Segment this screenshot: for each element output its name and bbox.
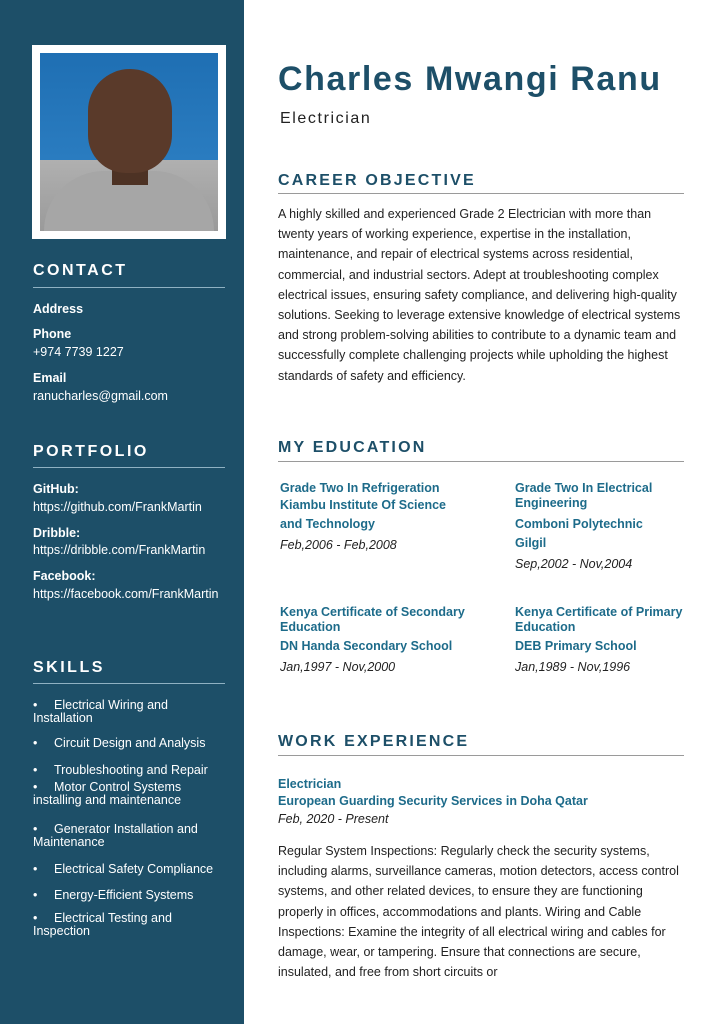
skill-item: • Motor Control Systems installing and maintenance	[33, 780, 182, 807]
job-description: Regular System Inspections: Regularly check the security systems, including alarms, surveillance cameras, motion detectors, access control systems, and other related devices, to ensure they are functioning properly in offices, accommodations and plants. Wiring and Cable Inspections: Examine the integrity of all electrical wiring and cables for damage, wear, or tampering. Ensure that connections are secure, insulated, and free from short circuits or	[278, 844, 679, 980]
education-entry	[280, 605, 485, 677]
skill-item: • Energy-Efficient Systems	[33, 888, 194, 902]
portfolio-label-facebook: Facebook:	[33, 569, 96, 583]
portfolio-label-dribble: Dribble:	[33, 526, 81, 540]
education-dates: Sep,2002 - Nov,2004	[515, 557, 633, 571]
skill-item: • Electrical Safety Compliance	[33, 862, 214, 876]
education-dates: Jan,1997 - Nov,2000	[280, 660, 396, 674]
skill-item: • Troubleshooting and Repair	[33, 763, 208, 777]
portfolio-link-dribble[interactable]: https://dribble.com/FrankMartin	[33, 543, 206, 557]
portfolio-link-github[interactable]: https://github.com/FrankMartin	[33, 500, 202, 514]
address-label: Address	[33, 302, 84, 316]
portfolio-heading: PORTFOLIO	[33, 443, 149, 460]
candidate-role: Electrician	[280, 110, 372, 127]
education-heading: MY EDUCATION	[278, 439, 427, 456]
profile-photo-frame	[32, 45, 226, 239]
career-objective-text: A highly skilled and experienced Grade 2 Electrician with more than twenty years of working experience, expertise in the installation, maintenance, and repair of electrical systems across residential, commercial, and industrial sectors. Adept at troubleshooting complex electrical issues, ensuring safety compliance, and delivering high-quality solutions. Seeking to leverage extensive knowledge of electrical systems and strong problem-solving abilities to contribute to a dynamic team and successfully complete challenging projects while upholding the highest standards of safety and efficiency.	[278, 207, 681, 383]
skill-item: • Generator Installation and Maintenance	[33, 822, 198, 849]
education-entry	[515, 605, 685, 677]
portfolio-divider	[33, 467, 225, 468]
email-label: Email	[33, 371, 67, 385]
skill-item: • Electrical Wiring and Installation	[33, 698, 168, 725]
sidebar	[0, 0, 244, 1024]
skills-heading: SKILLS	[33, 659, 105, 676]
education-school: DEB Primary School	[515, 639, 637, 653]
work-experience-heading: WORK EXPERIENCE	[278, 733, 470, 750]
education-school: Kiambu Institute Of Science and Technology	[280, 498, 447, 531]
skills-divider	[33, 683, 225, 684]
education-divider	[278, 461, 684, 462]
portfolio-link-facebook[interactable]: https://facebook.com/FrankMartin	[33, 587, 219, 601]
candidate-name: Charles Mwangi Ranu	[278, 60, 662, 98]
job-dates: Feb, 2020 - Present	[278, 812, 389, 826]
career-objective-heading: CAREER OBJECTIVE	[278, 172, 476, 189]
job-title: Electrician	[278, 777, 342, 791]
email-value[interactable]: ranucharles@gmail.com	[33, 389, 168, 403]
education-school: DN Handa Secondary School	[280, 639, 453, 653]
contact-heading: CONTACT	[33, 262, 128, 279]
education-dates: Jan,1989 - Nov,1996	[515, 660, 631, 674]
education-entry	[280, 481, 470, 555]
profile-photo	[40, 53, 218, 231]
contact-divider	[33, 287, 225, 288]
main-content	[244, 0, 724, 1024]
portfolio-label-github: GitHub:	[33, 482, 79, 496]
education-title: Kenya Certificate of Primary Education	[515, 605, 683, 634]
work-experience-divider	[278, 755, 684, 756]
education-title: Kenya Certificate of Secondary Education	[280, 605, 465, 634]
phone-value: +974 7739 1227	[33, 345, 124, 359]
skill-item: • Electrical Testing and Inspection	[33, 911, 172, 938]
education-dates: Feb,2006 - Feb,2008	[280, 538, 397, 552]
education-title: Grade Two In Refrigeration	[280, 481, 440, 495]
education-title: Grade Two In Electrical Engineering	[515, 481, 653, 510]
skill-item: • Circuit Design and Analysis	[33, 736, 206, 750]
phone-label: Phone	[33, 327, 72, 341]
education-school: Comboni Polytechnic Gilgil	[515, 517, 643, 550]
education-entry	[515, 481, 685, 574]
career-objective-divider	[278, 193, 684, 194]
job-company: European Guarding Security Services in Doha Qatar	[278, 794, 588, 808]
